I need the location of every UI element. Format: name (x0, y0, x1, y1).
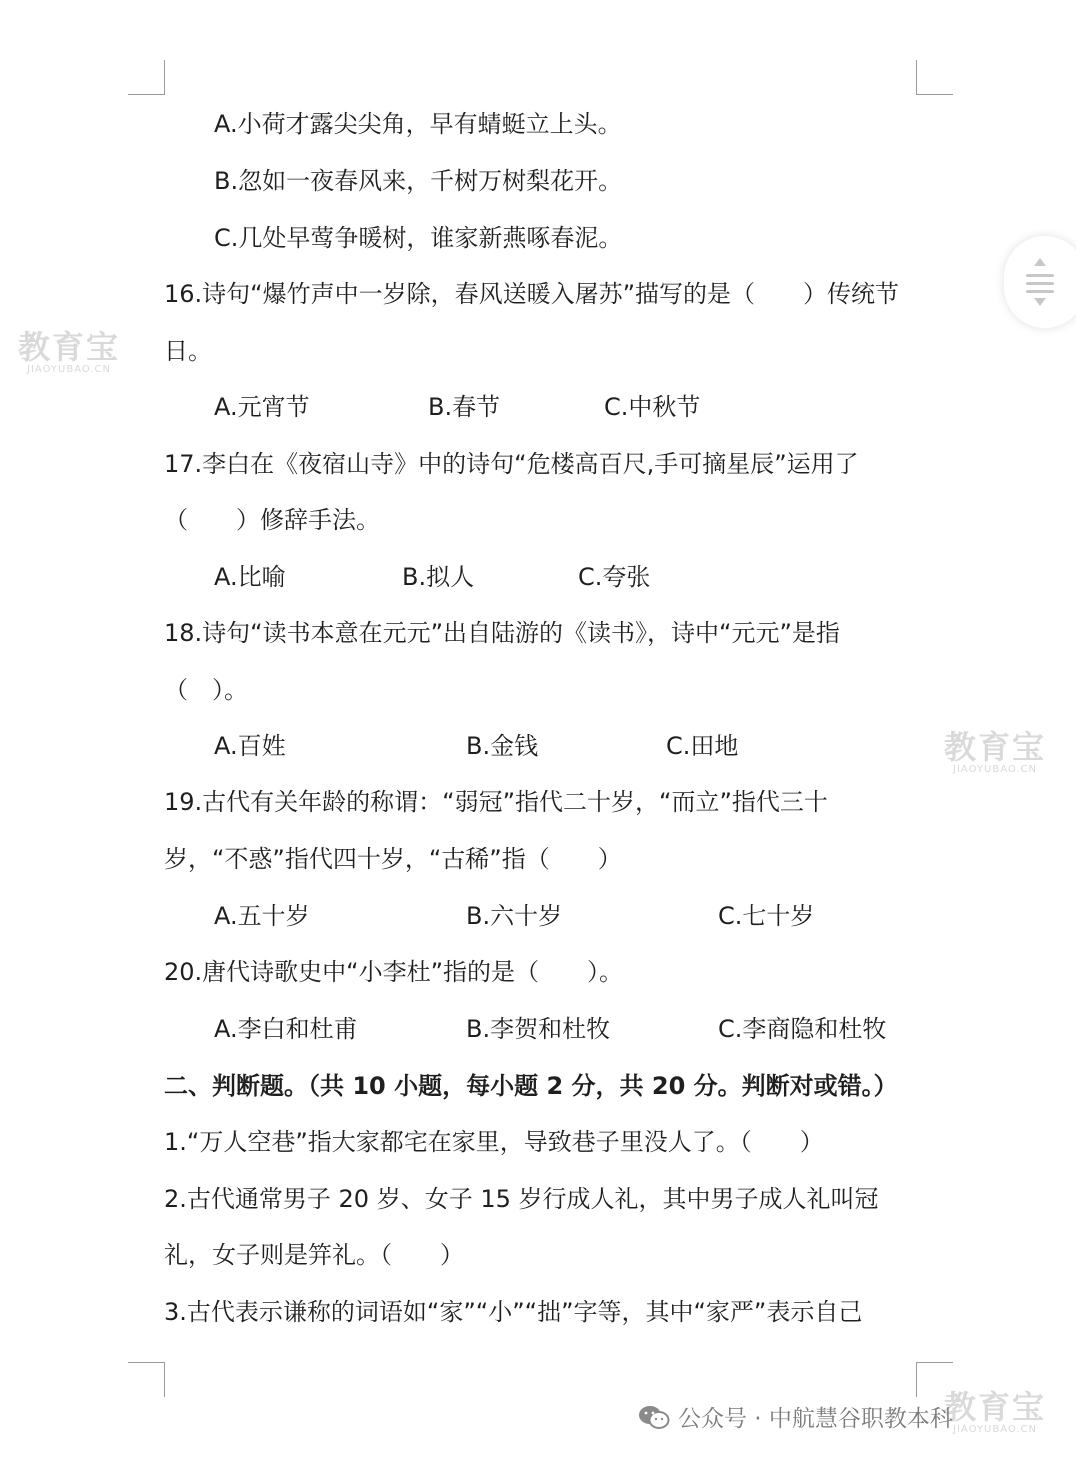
watermark-domain: JIAOYUBAO.CN (953, 1424, 1037, 1435)
q16-option-a: A.元宵节 (214, 393, 310, 421)
q18-option-a: A.百姓 (214, 732, 286, 760)
q16-option-b: B.春节 (428, 393, 501, 421)
q19-option-b: B.六十岁 (466, 902, 563, 930)
crop-mark-bottom-left (128, 1362, 165, 1397)
watermark-domain: JIAOYUBAO.CN (27, 364, 111, 375)
watermark-brand: 教育宝 (944, 728, 1047, 766)
footer-attribution (638, 1400, 953, 1433)
q19-option-c: C.七十岁 (718, 902, 815, 930)
q20-option-a: A.李白和杜甫 (214, 1015, 358, 1043)
q18-option-c: C.田地 (666, 732, 739, 760)
q20-stem-line1: 20.唐代诗歌史中“小李杜”指的是（ ）。 (164, 958, 624, 986)
crop-mark-top-left (128, 60, 165, 95)
q17-option-a: A.比喻 (214, 563, 286, 591)
judge-item-2-line1: 2.古代通常男子 20 岁、女子 15 岁行成人礼，其中男子成人礼叫冠 (164, 1185, 879, 1213)
q17-stem-line2: （ ）修辞手法。 (164, 506, 380, 534)
q19-option-a: A.五十岁 (214, 902, 310, 930)
judge-item-3-line1: 3.古代表示谦称的词语如“家”“小”“拙”字等，其中“家严”表示自己 (164, 1298, 863, 1326)
q16-stem-line2: 日。 (164, 337, 212, 365)
q18-stem-line2: （ ）。 (164, 676, 248, 704)
q19-stem-line2: 岁，“不惑”指代四十岁，“古稀”指（ ） (164, 845, 622, 873)
q16-stem-line1: 16.诗句“爆竹声中一岁除，春风送暖入屠苏”描写的是（ ）传统节 (164, 280, 900, 308)
q15-option-b: B.忽如一夜春风来，千树万树梨花开。 (214, 167, 623, 195)
q19-stem-line1: 19.古代有关年龄的称谓：“弱冠”指代二十岁，“而立”指代三十 (164, 788, 828, 816)
q15-option-a: A.小荷才露尖尖角，早有蜻蜓立上头。 (214, 110, 622, 138)
q18-stem-line1: 18.诗句“读书本意在元元”出自陆游的《读书》，诗中“元元”是指 (164, 619, 840, 647)
q17-stem-line1: 17.李白在《夜宿山寺》中的诗句“危楼高百尺,手可摘星辰”运用了 (164, 450, 859, 478)
scroll-menu-icon (1020, 244, 1060, 320)
judge-item-2-line2: 礼，女子则是笄礼。（ ） (164, 1241, 464, 1269)
watermark-right (944, 730, 1046, 776)
watermark-brand: 教育宝 (18, 328, 121, 366)
q17-option-c: C.夸张 (578, 563, 651, 591)
wechat-icon (638, 1404, 670, 1430)
q20-option-b: B.李贺和杜牧 (466, 1015, 611, 1043)
q17-option-b: B.拟人 (402, 563, 475, 591)
q16-option-c: C.中秋节 (604, 393, 701, 421)
crop-mark-top-right (916, 60, 953, 95)
watermark-brand: 教育宝 (944, 1388, 1047, 1426)
footer-text: 公众号 · 中航慧谷职教本科 (678, 1406, 953, 1432)
watermark-domain: JIAOYUBAO.CN (953, 764, 1037, 775)
judge-item-1: 1.“万人空巷”指大家都宅在家里，导致巷子里没人了。（ ） (164, 1128, 824, 1156)
q18-option-b: B.金钱 (466, 732, 539, 760)
section2-heading: 二、判断题。（共 10 小题，每小题 2 分，共 20 分。判断对或错。） (164, 1072, 898, 1100)
q15-option-c: C.几处早莺争暖树，谁家新燕啄春泥。 (214, 224, 623, 252)
watermark-left (18, 330, 120, 376)
q20-option-c: C.李商隐和杜牧 (718, 1015, 887, 1043)
scroll-menu-button[interactable] (1004, 236, 1076, 328)
watermark-bottom-right (944, 1390, 1046, 1436)
